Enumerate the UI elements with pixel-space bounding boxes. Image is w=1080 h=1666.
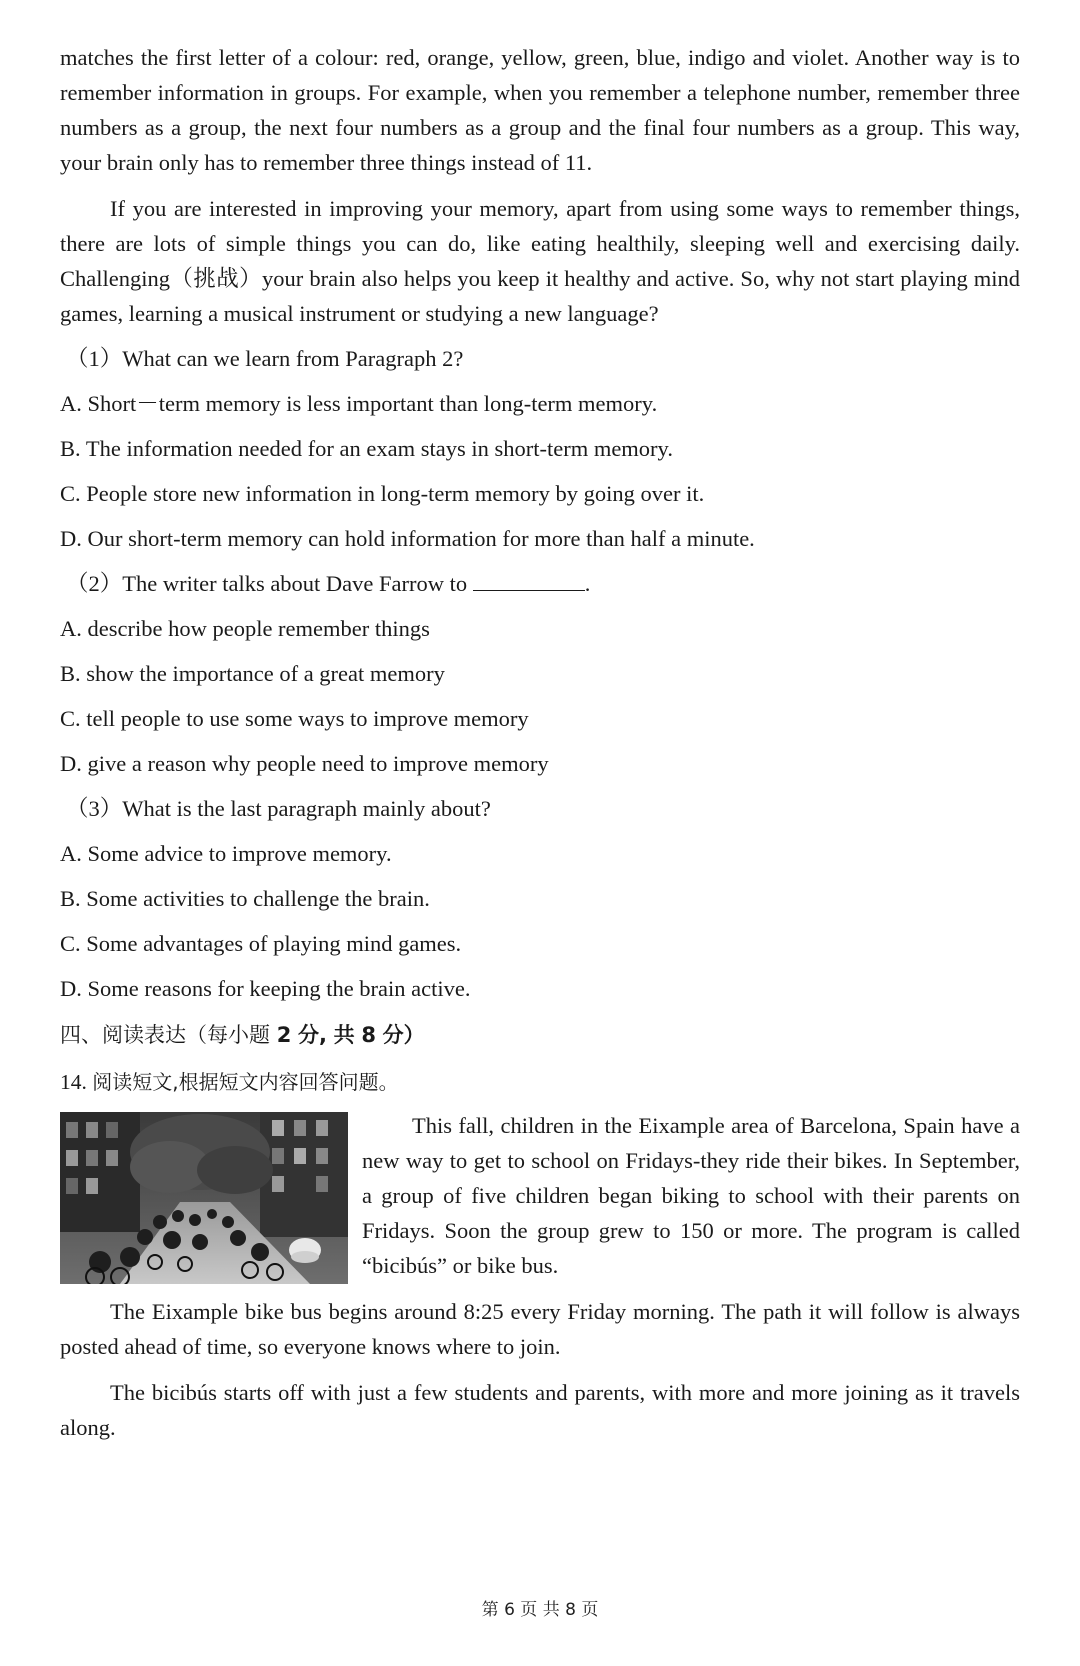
section-total: 8 bbox=[361, 1023, 376, 1047]
question-3-option-b[interactable]: B. Some activities to challenge the brain. bbox=[60, 886, 430, 911]
continued-paragraph: matches the first letter of a colour: red, orange, yellow, green, blue, indigo and violet. Another way is to remember information in groups. For example, when you remember a telephone number, remember three numbers as a group, the next four numbers as a group and the final four numbers as a group. This way, your brain only has to remember three things instead of 11. bbox=[60, 45, 1020, 175]
reading-article bbox=[60, 1108, 1020, 1445]
exam-page bbox=[60, 40, 1020, 1445]
question-2-stem-text: （2）The writer talks about Dave Farrow to bbox=[66, 571, 468, 596]
task-instruction bbox=[60, 1065, 1020, 1100]
question-3-option-c[interactable]: C. Some advantages of playing mind games. bbox=[60, 931, 462, 956]
section-score: 2 bbox=[276, 1023, 292, 1047]
last-paragraph: If you are interested in improving your memory, apart from using some ways to remember things, there are lots of simple things you can do, like eating healthily, sleeping well and exercising daily. Challenging（挑战）your brain also helps you keep it healthy and active. So, why not start playing mind games, learning a musical instrument or studying a new language? bbox=[60, 196, 1020, 326]
question-3-stem: （3）What is the last paragraph mainly about? bbox=[66, 796, 491, 821]
question-3-option-a[interactable]: A. Some advice to improve memory. bbox=[60, 841, 392, 866]
question-1-option-b[interactable]: B. The information needed for an exam stays in short-term memory. bbox=[60, 436, 673, 461]
question-2-option-d[interactable]: D. give a reason why people need to improve memory bbox=[60, 751, 549, 776]
article-paragraph-3: The bicibús starts off with just a few students and parents, with more and more joining as it travels along. bbox=[60, 1380, 1020, 1440]
question-2-stem bbox=[60, 566, 1020, 601]
question-1-option-d[interactable]: D. Our short-term memory can hold information for more than half a minute. bbox=[60, 526, 755, 551]
article-paragraph-2: The Eixample bike bus begins around 8:25 every Friday morning. The path it will follow is always posted ahead of time, so everyone knows where to join. bbox=[60, 1299, 1020, 1359]
bike-bus-photo bbox=[60, 1112, 348, 1284]
section-heading bbox=[60, 1018, 1020, 1053]
question-2-option-b[interactable]: B. show the importance of a great memory bbox=[60, 661, 445, 686]
section-end: 分） bbox=[382, 1023, 425, 1047]
question-1-stem: （1）What can we learn from Paragraph 2? bbox=[66, 346, 464, 371]
question-2-option-a[interactable]: A. describe how people remember things bbox=[60, 616, 430, 641]
task-number: 14. bbox=[60, 1070, 87, 1094]
question-2-option-c[interactable]: C. tell people to use some ways to improve memory bbox=[60, 706, 529, 731]
section-title: 四、阅读表达（每小题 bbox=[60, 1023, 270, 1047]
section-score-unit: 分, bbox=[298, 1023, 327, 1047]
answer-blank bbox=[473, 572, 585, 591]
question-3-option-d[interactable]: D. Some reasons for keeping the brain active. bbox=[60, 976, 471, 1001]
section-total-label: 共 bbox=[333, 1023, 355, 1047]
article-paragraph-1: This fall, children in the Eixample area of Barcelona, Spain have a new way to get to school on Fridays-they ride their bikes. In September, a group of five children began biking to school with their parents on Fridays. Soon the group grew to 150 or more. The program is called “bicibús” or bike bus. bbox=[362, 1113, 1020, 1278]
question-1-option-c[interactable]: C. People store new information in long-term memory by going over it. bbox=[60, 481, 705, 506]
question-1-option-a[interactable]: A. Short－term memory is less important than long-term memory. bbox=[60, 391, 658, 416]
question-2-stem-end: . bbox=[584, 571, 591, 596]
task-instruction-text: 阅读短文,根据短文内容回答问题。 bbox=[92, 1070, 399, 1094]
page-footer: 第 6 页 共 8 页 bbox=[481, 1600, 599, 1620]
